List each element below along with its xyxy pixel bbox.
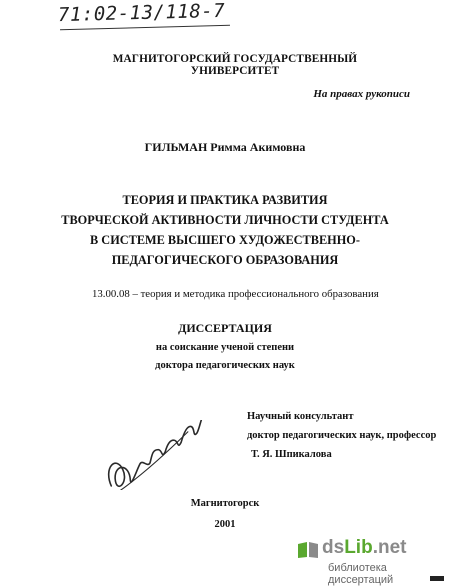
title-line: В СИСТЕМЕ ВЫСШЕГО ХУДОЖЕСТВЕННО- xyxy=(90,233,360,247)
rights-note: На правах рукописи xyxy=(313,88,410,100)
dslib-logo[interactable] xyxy=(322,537,406,559)
handwritten-underline xyxy=(60,25,230,30)
year: 2001 xyxy=(214,519,236,530)
degree-line-2: доктора педагогических наук xyxy=(155,360,295,371)
logo-suffix: .net xyxy=(372,537,407,558)
book-logo-icon xyxy=(296,541,320,559)
city: Магнитогорск xyxy=(190,498,260,509)
dissertation-title xyxy=(0,190,450,270)
consultant-credentials: доктор педагогических наук, профессор xyxy=(247,430,437,441)
logo-subtitle: библиотека диссертаций xyxy=(328,562,394,586)
logo-prefix: ds xyxy=(322,537,345,558)
handwritten-signature xyxy=(98,420,218,490)
consultant-label: Научный консультант xyxy=(247,411,354,422)
consultant-name: Т. Я. Шпикалова xyxy=(251,449,332,460)
logo-lib: Lib xyxy=(344,537,373,558)
title-line: ТЕОРИЯ И ПРАКТИКА РАЗВИТИЯ xyxy=(122,193,328,207)
university-name: МАГНИТОГОРСКИЙ ГОСУДАРСТВЕННЫЙ УНИВЕРСИТЕТ xyxy=(112,53,358,77)
author-name: ГИЛЬМАН Римма Акимовна xyxy=(144,140,306,154)
handwritten-archive-code: 71:02-13/118-7 xyxy=(57,0,226,27)
title-line: ТВОРЧЕСКОЙ АКТИВНОСТИ ЛИЧНОСТИ СТУДЕНТА xyxy=(61,213,389,227)
scan-edge-mark xyxy=(0,575,450,582)
degree-line-1: на соискание ученой степени xyxy=(155,342,295,353)
specialty-code: 13.00.08 – теория и методика профессионального образования xyxy=(92,288,379,300)
work-type: ДИССЕРТАЦИЯ xyxy=(178,321,272,335)
title-line: ПЕДАГОГИЧЕСКОГО ОБРАЗОВАНИЯ xyxy=(111,253,339,267)
consultant-block xyxy=(247,407,436,464)
